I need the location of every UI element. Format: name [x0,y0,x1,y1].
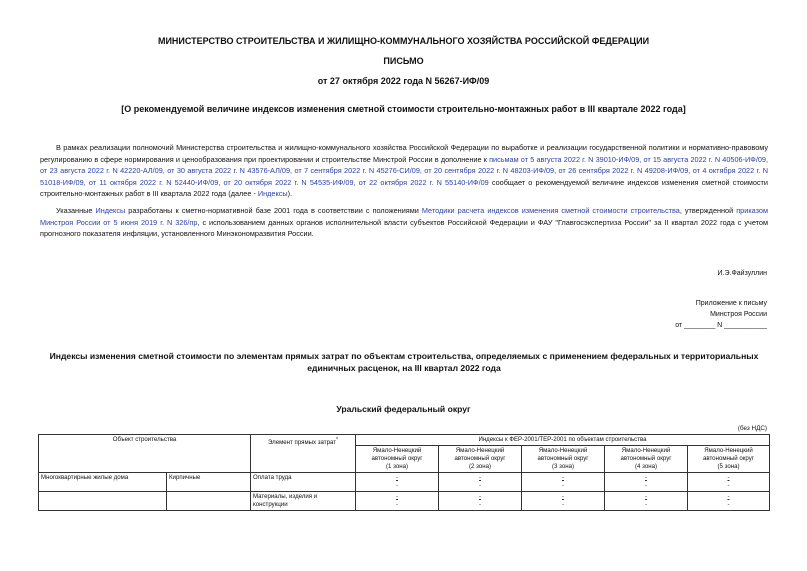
order-link[interactable]: приказом Минстроя России от 5 июня 2019 г. N 326/пр [40,206,768,227]
zone-name: Ямало-Ненецкий автономный округ [454,447,506,462]
table-row [39,492,770,511]
value: - [561,501,565,508]
value-link[interactable]: - [561,474,565,481]
paragraph-1-text-b: сообщает о рекомендуемой величине индексов изменения сметной стоимости строительно-монтажных работ в III квартала 2022 года (далее - [40,177,768,199]
header-object: Объект строительства [39,435,251,473]
zone-number: (2 зона) [468,463,491,470]
zone-number: (5 зона) [717,463,740,470]
signature: И.Э.Файзуллин [717,270,767,277]
appendix-line-3: от ________ N ___________ [675,322,767,329]
value-link[interactable]: - [727,474,730,481]
row-value-zone-3 [522,473,605,492]
table-row [39,473,770,492]
row-element: Оплата труда [251,473,356,492]
value-link[interactable]: - [478,474,482,481]
zone-header-1 [356,446,439,473]
row-material: Кирпичные [167,473,251,492]
zone-number: (4 зона) [634,463,657,470]
value: - [478,482,482,489]
value-link[interactable]: - [478,493,482,500]
row-element: Материалы, изделия и конструкции [251,492,356,511]
row-material [167,492,251,511]
zone-number: (1 зона) [385,463,408,470]
value-link[interactable]: - [644,493,648,500]
value: - [644,482,648,489]
vat-note: (без НДС) [737,425,767,432]
row-value-zone-4 [605,492,688,511]
zone-number: (3 зона) [551,463,574,470]
value-link[interactable]: - [395,474,399,481]
value: - [727,482,730,489]
value-link[interactable]: - [727,493,730,500]
doc-type-heading: ПИСЬМО [383,56,424,66]
zone-name: Ямало-Ненецкий автономный округ [702,447,755,462]
value-link[interactable]: - [561,493,565,500]
zone-header-5 [688,446,770,473]
indexes-link-2[interactable]: Индексы [95,206,126,215]
value: - [478,501,482,508]
paragraph-2-text-c: , утвержденной [679,206,737,215]
paragraph-1-text-c: ). [287,189,293,199]
row-value-zone-1 [356,492,439,511]
value: - [727,501,730,508]
appendix-line-2: Минстроя России [710,311,767,318]
doc-date-number: от 27 октября 2022 года N 56267-ИФ/09 [317,76,490,86]
zone-header-4 [605,446,688,473]
row-object [39,492,167,511]
row-value-zone-1 [356,473,439,492]
paragraph-2-text-b: разработаны к сметно-нормативной базе 2001 года в соответствии с положениями [125,206,422,215]
ministry-heading: МИНИСТЕРСТВО СТРОИТЕЛЬСТВА И ЖИЛИЩНО-КОММУНАЛЬНОГО ХОЗЯЙСТВА РОССИЙСКОЙ ФЕДЕРАЦИИ [157,36,650,46]
row-object: Многоквартирные жилые дома [39,473,167,492]
district-title: Уральский федеральный округ [336,404,471,414]
zone-name: Ямало-Ненецкий автономный округ [371,447,423,462]
value: - [395,482,399,489]
methodology-link[interactable]: Методики расчета индексов изменения сметной стоимости строительства [421,206,680,215]
appendix-line-1: Приложение к письму [695,300,767,307]
row-value-zone-4 [605,473,688,492]
letters-reference-link[interactable]: письмам от 5 августа 2022 г. N 39010-ИФ/09, от 15 августа 2022 г. N 40506-ИФ/09, от 23 августа 2022 г. N 42220-АЛ/09, от 30 августа 2022 г. N 43576-АЛ/09, от 7 сентября 2022 г. N 45276-СИ/09, от 20 сентября 2022 г. N 48203-ИФ/09, от 26 сентября 2022 г. N 49208-ИФ/09, от 4 октября 2022 г. N 51018-ИФ/09, от 11 октября 2022 г. N 52440-ИФ/09, от 20 октября 2022 г. N 54535-ИФ/09, от 22 октября 2022 г. N 55140-ИФ/09 [40,154,768,187]
paragraph-1-text-a: В рамках реализации полномочий Министерства строительства и жилищно-коммунального хозяйства Российской Федерации по выработке и реализации государственной политики и нормативно-правовому регулированию в сфере нормирования и ценообразования при проектировании и строительстве Минстрой России в дополнение к [40,143,768,164]
header-element-label: Элемент прямых затрат [267,439,337,447]
zone-name: Ямало-Ненецкий автономный округ [620,447,672,462]
value: - [395,501,399,508]
header-indexes: Индексы к ФЕР-2001/ТЕР-2001 по объектам строительства [356,435,770,446]
row-value-zone-2 [439,492,522,511]
paragraph-2-text-d: , с использованием данных органов исполнительной власти субъектов Российской Федерации и ФАУ "Главгосэкспертиза России" за II квартал 2022 года с учетом прогнозного показателя инфляции, установленного Минэкономразвития России. [40,217,768,239]
zone-name: Ямало-Ненецкий автономный округ [537,447,589,462]
paragraph-2-text-a: Указанные [56,206,96,215]
header-element-footnote[interactable]: * [336,437,339,443]
paragraph-1 [40,142,768,200]
doc-subject: [О рекомендуемой величине индексов изменения сметной стоимости строительно-монтажных работ в III квартале 2022 года] [121,104,686,114]
row-value-zone-2 [439,473,522,492]
header-element [251,435,356,473]
index-table [38,434,770,511]
row-value-zone-5 [688,492,770,511]
indexes-link[interactable]: Индексы [257,189,288,199]
zone-header-2 [439,446,522,473]
zone-header-3 [522,446,605,473]
value: - [644,501,648,508]
appendix-block [675,298,767,331]
paragraph-2 [40,205,768,240]
value-link[interactable]: - [644,474,648,481]
value-link[interactable]: - [395,493,399,500]
row-value-zone-5 [688,473,770,492]
row-value-zone-3 [522,492,605,511]
value: - [561,482,565,489]
index-table-title: Индексы изменения сметной стоимости по элементам прямых затрат по объектам строительства, определяемых с применением федеральных и территориальных единичных расценок, на III квартал 2022 года [49,351,759,373]
